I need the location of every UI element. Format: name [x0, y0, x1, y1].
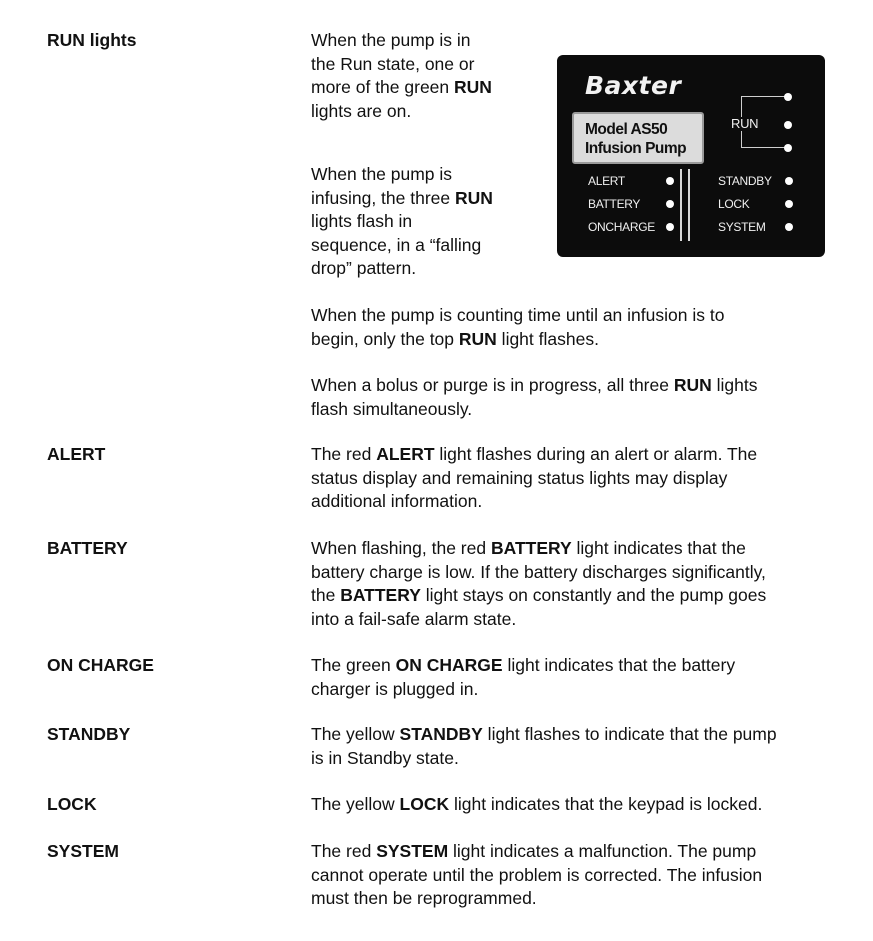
alert-description: The red ALERT light flashes during an alert or alarm. The status display and remaining status lights may display additional information.: [311, 444, 758, 511]
system-light: [785, 223, 793, 231]
run-label: RUN: [731, 116, 759, 131]
divider-line-right: [688, 169, 690, 241]
term-run-lights: RUN lights: [47, 30, 137, 50]
run-paragraph-1: When the pump is in the Run state, one or more of the green RUN lights are on.: [311, 30, 492, 121]
system-description: The red SYSTEM light indicates a malfunction. The pump cannot operate until the problem is corrected. The infusion must then be reprogrammed.: [311, 841, 763, 908]
run-light-bottom: [784, 144, 792, 152]
lock-light: [785, 200, 793, 208]
panel-label-alert: ALERT: [588, 174, 625, 188]
standby-light: [785, 177, 793, 185]
term-system: SYSTEM: [47, 841, 119, 861]
lock-description: The yellow LOCK light indicates that the keypad is locked.: [311, 794, 763, 814]
run-light-top: [784, 93, 792, 101]
alert-light: [666, 177, 674, 185]
panel-label-standby: STANDBY: [718, 174, 772, 188]
oncharge-light: [666, 223, 674, 231]
term-alert: ALERT: [47, 444, 106, 464]
term-lock: LOCK: [47, 794, 97, 814]
baxter-logo: Baxter: [585, 71, 682, 100]
panel-label-battery: BATTERY: [588, 197, 641, 211]
panel-label-oncharge: ONCHARGE: [588, 220, 655, 234]
pump-status-panel: [557, 55, 825, 257]
battery-description: When flashing, the red BATTERY light indicates that the battery charge is low. If the battery discharges significantly, the BATTERY light stays on constantly and the pump goes into a fail-safe alarm state.: [311, 538, 767, 629]
term-standby: STANDBY: [47, 724, 131, 744]
battery-light: [666, 200, 674, 208]
run-paragraph-4: When a bolus or purge is in progress, all three RUN lights flash simultaneously.: [311, 375, 758, 419]
term-on-charge: ON CHARGE: [47, 655, 154, 675]
divider-line-left: [680, 169, 682, 241]
run-light-middle: [784, 121, 792, 129]
oncharge-description: The green ON CHARGE light indicates that the battery charger is plugged in.: [311, 655, 736, 699]
panel-label-lock: LOCK: [718, 197, 750, 211]
model-label: Model AS50 Infusion Pump: [572, 112, 704, 164]
run-paragraph-2: When the pump is infusing, the three RUN lights flash in sequence, in a “falling drop” pattern.: [311, 164, 493, 278]
run-paragraph-3: When the pump is counting time until an infusion is to begin, only the top RUN light flashes.: [311, 305, 725, 349]
standby-description: The yellow STANDBY light flashes to indicate that the pump is in Standby state.: [311, 724, 777, 768]
term-battery: BATTERY: [47, 538, 128, 558]
panel-label-system: SYSTEM: [718, 220, 766, 234]
